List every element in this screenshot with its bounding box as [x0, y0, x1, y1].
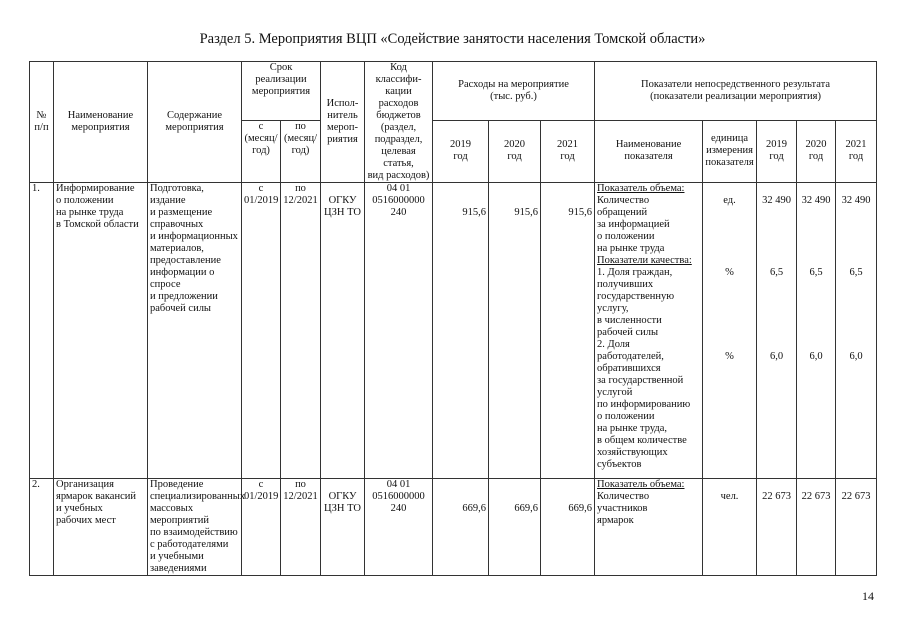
measure-content: Проведение специализированных массовых мероприятий по взаимодействию с работодателями и учебными заведениями [148, 479, 242, 576]
header-term-to: по (месяц/ год) [281, 120, 321, 182]
table-row [30, 183, 877, 479]
volume-2020: 32 490 [801, 195, 831, 206]
page-number: 14 [862, 589, 874, 603]
row-num: 1. [30, 183, 54, 479]
header-expenses: Расходы на мероприятие (тыс. руб.) [433, 62, 595, 121]
volume-2021: 22 673 [841, 491, 871, 502]
indicator-quality-heading: Показатели качества: [597, 255, 692, 266]
unit-volume: ед. [723, 195, 736, 206]
header-term: Срок реализации мероприятия [242, 62, 321, 121]
header-content: Содержание мероприятия [148, 62, 242, 183]
volume-2019: 22 673 [762, 491, 791, 502]
term-to-prefix: по [295, 479, 306, 490]
header-exp-2020: 2020 год [489, 120, 541, 182]
header-code: Код классифи- кации расходов бюджетов (раздел, подраздел, целевая статья, вид расходов) [365, 62, 433, 183]
header-res-2021: 2021 год [836, 120, 877, 182]
measure-name: Организация ярмарок вакансий и учебных рабочих мест [54, 479, 148, 576]
table-row [30, 479, 877, 576]
measure-content: Подготовка, издание и размещение справочных и информационных материалов, предоставление информации о спросе и предложении рабочей силы [148, 183, 242, 479]
expense-2021: 669,6 [541, 479, 595, 576]
term-from-prefix: с [258, 479, 264, 490]
budget-code: 04 01 0516000000 240 [365, 479, 433, 576]
expense-2021: 915,6 [541, 183, 595, 479]
row-num: 2. [30, 479, 54, 576]
header-num: № п/п [30, 62, 54, 183]
header-exp-2021: 2021 год [541, 120, 595, 182]
header-indicator-name: Наименование показателя [595, 120, 703, 182]
header-executor: Испол- нитель мероп- риятия [321, 62, 365, 183]
volume-2021: 32 490 [841, 195, 871, 206]
unit-quality-1: % [725, 267, 734, 278]
expense-2020: 915,6 [489, 183, 541, 479]
expense-2020: 669,6 [489, 479, 541, 576]
header-res-2019: 2019 год [757, 120, 797, 182]
indicator-quality-1: 1. Доля граждан, получивших государственную услугу, в численности рабочей силы [597, 267, 675, 338]
term-from-date: 01/2019 [244, 195, 279, 206]
header-exp-2019: 2019 год [433, 120, 489, 182]
volume-2019: 32 490 [762, 195, 791, 206]
quality-1-2021: 6,5 [849, 267, 863, 278]
term-to-date: 12/2021 [283, 491, 318, 502]
measure-name: Информирование о положении на рынке труда в Томской области [54, 183, 148, 479]
term-from-prefix: с [258, 183, 264, 194]
header-term-from: с (месяц/ год) [242, 120, 281, 182]
measures-table [29, 61, 877, 576]
quality-1-2019: 6,5 [769, 267, 784, 278]
unit-volume: чел. [720, 491, 739, 502]
expense-2019: 915,6 [433, 183, 489, 479]
term-to-prefix: по [295, 183, 306, 194]
quality-2-2020: 6,0 [809, 351, 823, 362]
volume-2020: 22 673 [801, 491, 831, 502]
term-to-date: 12/2021 [283, 195, 318, 206]
budget-code: 04 01 0516000000 240 [365, 183, 433, 479]
header-name: Наименование мероприятия [54, 62, 148, 183]
unit-quality-2: % [725, 351, 734, 362]
quality-2-2019: 6,0 [769, 351, 784, 362]
term-from-date: 01/2019 [244, 491, 279, 502]
header-res-2020: 2020 год [797, 120, 836, 182]
indicator-quality-2: 2. Доля работодателей, обратившихся за государственной услугой по информированию о положении на рынке труда, в общем количестве хозяйствующих субъектов [597, 339, 691, 470]
quality-1-2020: 6,5 [809, 267, 823, 278]
header-results: Показатели непосредственного результата (показатели реализации мероприятия) [595, 62, 877, 121]
expense-2019: 669,6 [433, 479, 489, 576]
quality-2-2021: 6,0 [849, 351, 863, 362]
executor: ОГКУ ЦЗН ТО [321, 479, 365, 576]
indicator-volume-text: Количество участников ярмарок [597, 491, 650, 526]
indicator-volume-heading: Показатель объема: [597, 183, 685, 194]
header-unit: единица измерения показателя [703, 120, 757, 182]
indicator-volume-text: Количество обращений за информацией о положении на рынке труда [597, 195, 670, 254]
executor: ОГКУ ЦЗН ТО [321, 183, 365, 479]
section-title: Раздел 5. Мероприятия ВЦП «Содействие занятости населения Томской области» [199, 31, 706, 47]
indicator-volume-heading: Показатель объема: [597, 479, 685, 490]
